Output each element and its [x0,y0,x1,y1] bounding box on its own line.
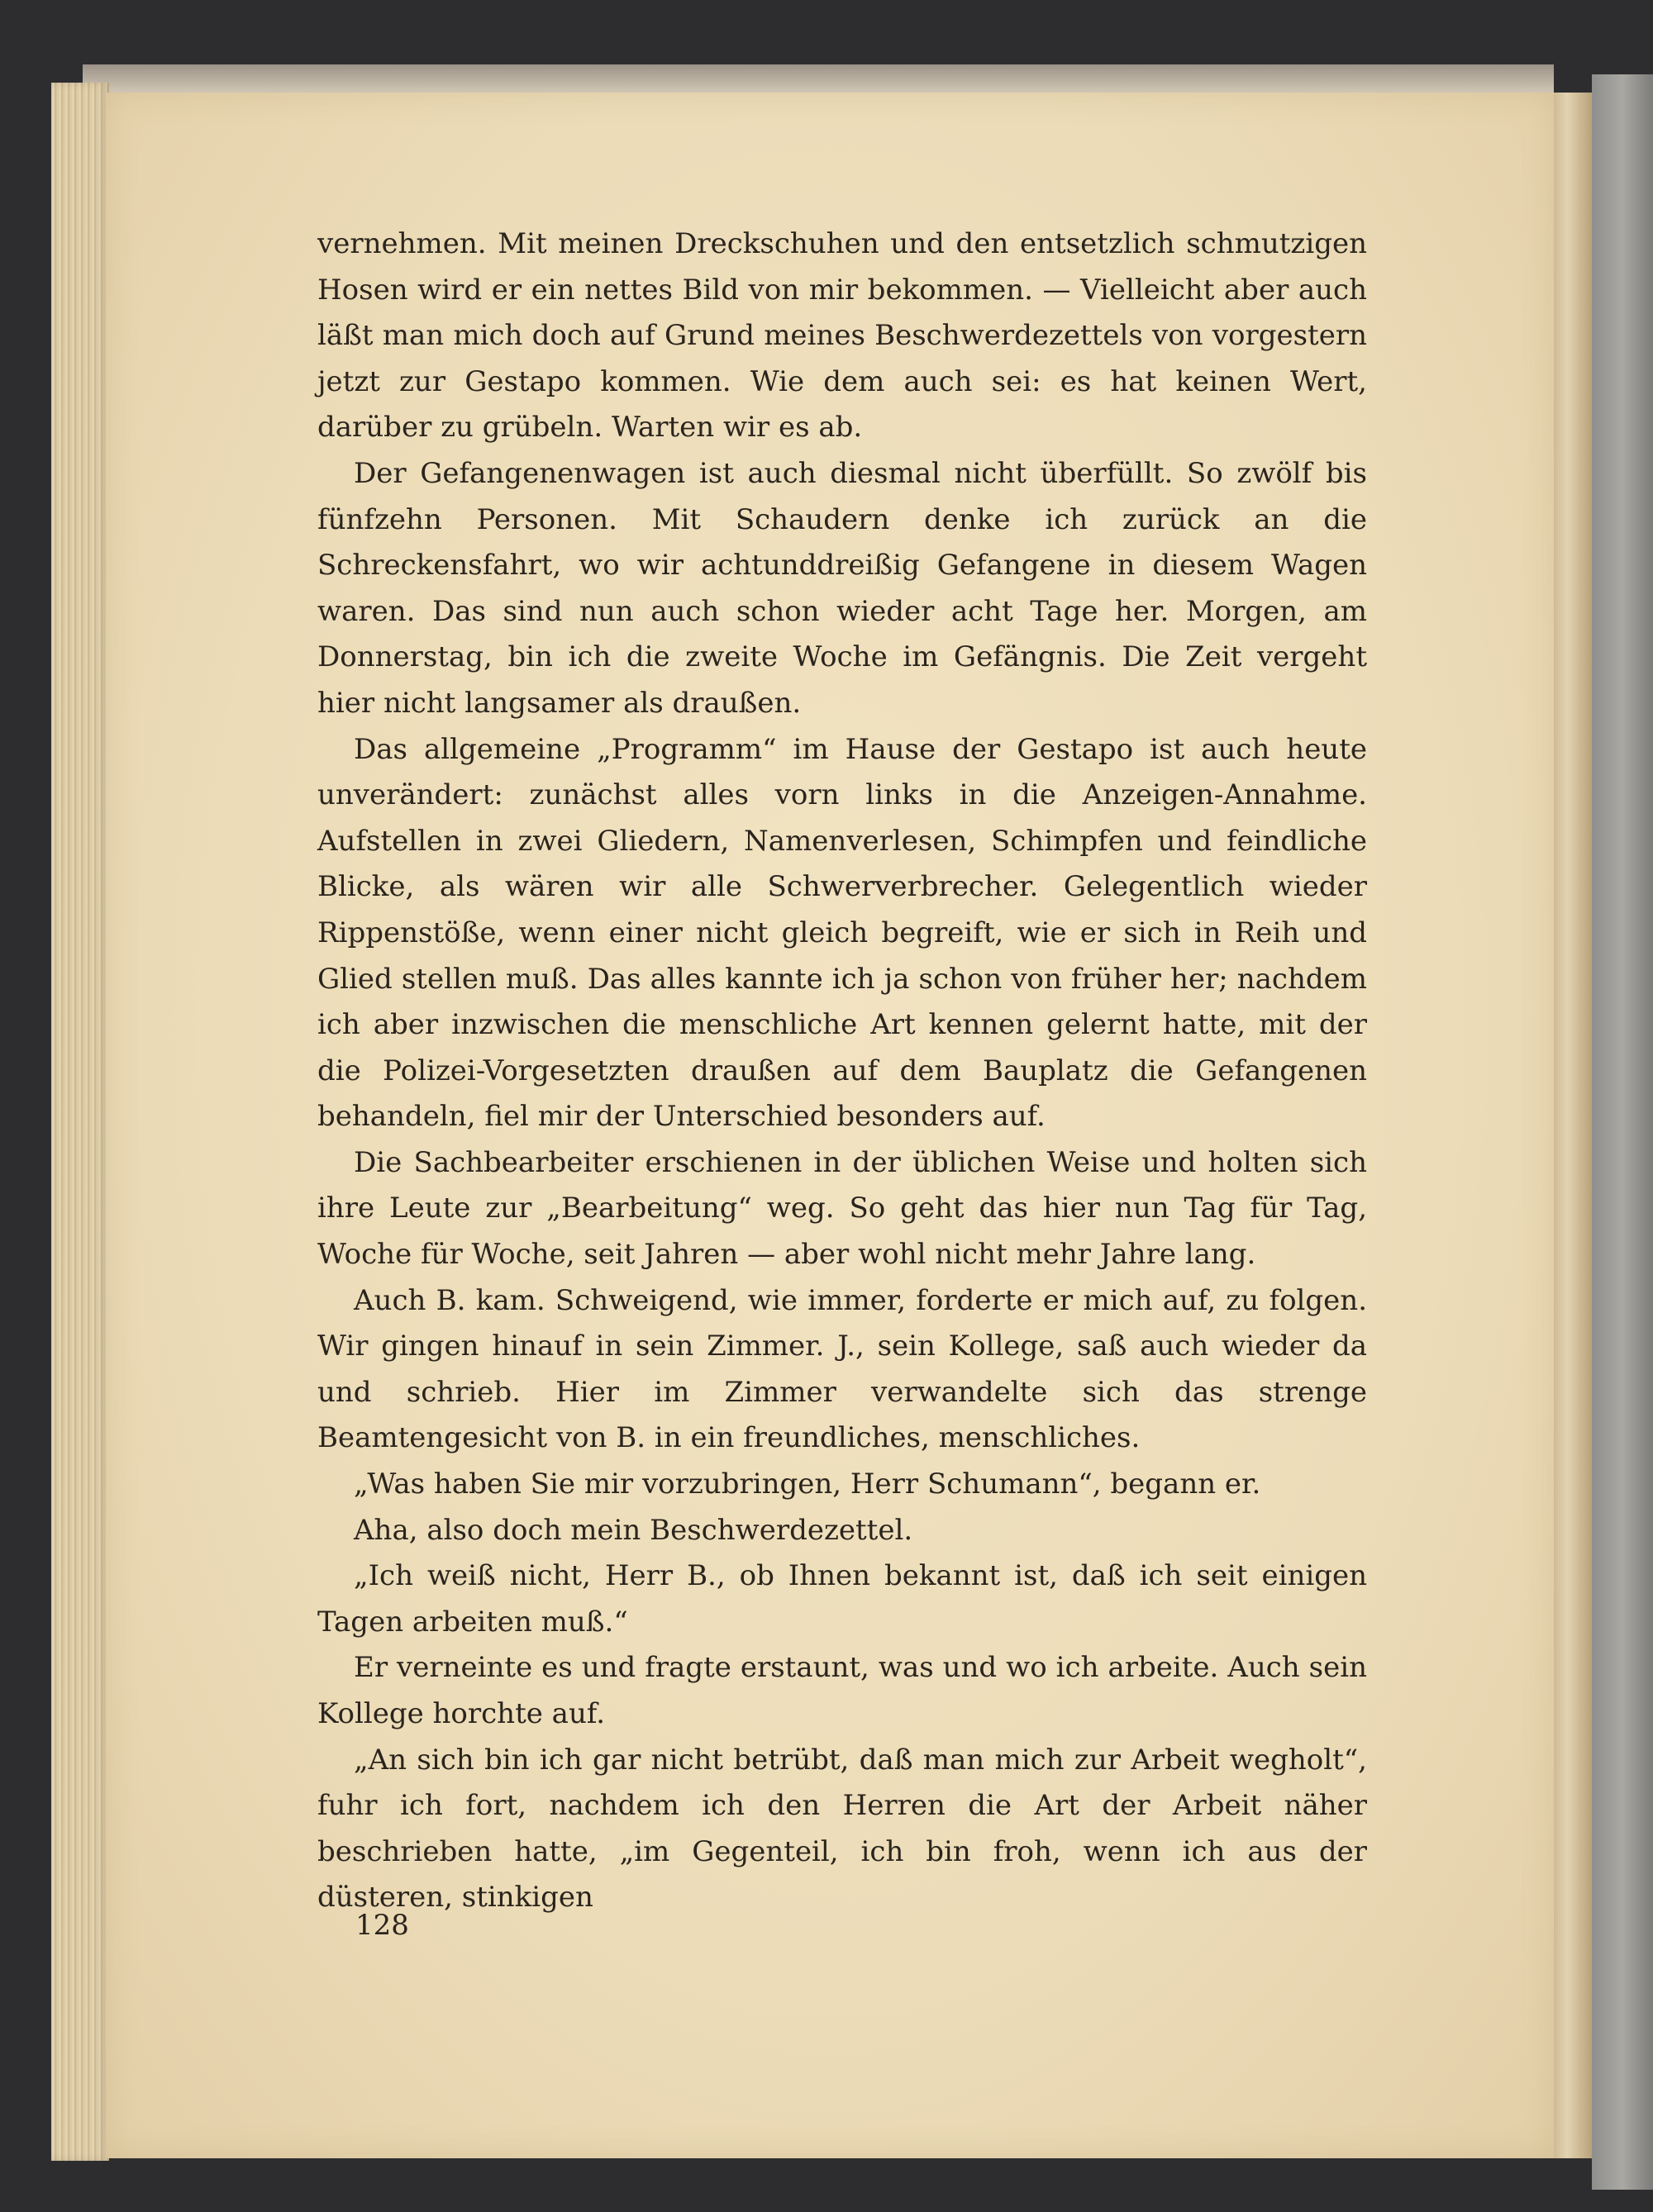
page-number: 128 [355,1909,409,1942]
paragraph: „An sich bin ich gar nicht betrübt, daß man mich zur Arbeit wegholt“, fuhr ich fort, nachdem ich den Herren die Art der Arbeit näher beschrieben hatte, „im Gegenteil, ich bin froh, wenn ich aus der düsteren, stinkigen [317,1743,1367,1915]
paragraph: Auch B. kam. Schweigend, wie immer, forderte er mich auf, zu folgen. Wir gingen hinauf in sein Zimmer. J., sein Kollege, saß auch wieder da und schrieb. Hier im Zimmer verwandelte sich das strenge Beamtengesicht von B. in ein freundliches, menschliches. [317,1283,1367,1455]
body-text [317,221,1367,1921]
paragraph: Aha, also doch mein Beschwerdezettel. [354,1513,913,1547]
paragraph: Er verneinte es und fragte erstaunt, was und wo ich arbeite. Auch sein Kollege horchte auf. [317,1651,1367,1730]
book-gutter [1551,93,1592,2158]
paragraph: vernehmen. Mit meinen Dreckschuhen und den entsetzlich schmutzigen Hosen wird er ein nettes Bild von mir bekommen. — Vielleicht aber auch läßt man mich doch auf Grund meines Beschwerdezettels von vorgestern jetzt zur Gestapo kommen. Wie dem auch sei: es hat keinen Wert, darüber zu grübeln. Warten wir es ab. [317,227,1367,445]
page-stack-edge [51,83,109,2161]
paragraph: Der Gefangenenwagen ist auch diesmal nicht überfüllt. So zwölf bis fünfzehn Personen. Mit Schaudern denke ich zurück an die Schreckensfahrt, wo wir achtunddreißig Gefangene in diesem Wagen waren. Das sind nun auch schon wieder acht Tage her. Morgen, am Donnerstag, bin ich die zweite Woche im Gefängnis. Die Zeit vergeht hier nicht langsamer als draußen. [317,456,1367,720]
paragraph: „Was haben Sie mir vorzubringen, Herr Schumann“, begann er. [354,1468,1261,1501]
book-spine [1592,74,1653,2190]
paragraph: Das allgemeine „Programm“ im Hause der Gestapo ist auch heute unverändert: zunächst alles vorn links in die Anzeigen-Annahme. Aufstellen in zwei Gliedern, Namenverlesen, Schimpfen und feindliche Blicke, als wären wir alle Schwerverbrecher. Gelegentlich wieder Rippenstöße, wenn einer nicht gleich begreift, wie er sich in Reih und Glied stellen muß. Das alles kannte ich ja schon von früher her; nachdem ich aber inzwischen die menschliche Art kennen gelernt hatte, mit der die Polizei-Vorgesetzten draußen auf dem Bauplatz die Gefangenen behandeln, fiel mir der Unterschied besonders auf. [317,732,1367,1134]
paragraph: „Ich weiß nicht, Herr B., ob Ihnen bekannt ist, daß ich seit einigen Tagen arbeiten muß.“ [317,1559,1367,1639]
paragraph: Die Sachbearbeiter erschienen in der üblichen Weise und holten sich ihre Leute zur „Bearbeitung“ weg. So geht das hier nun Tag für Tag, Woche für Woche, seit Jahren — aber wohl nicht mehr Jahre lang. [317,1145,1367,1272]
